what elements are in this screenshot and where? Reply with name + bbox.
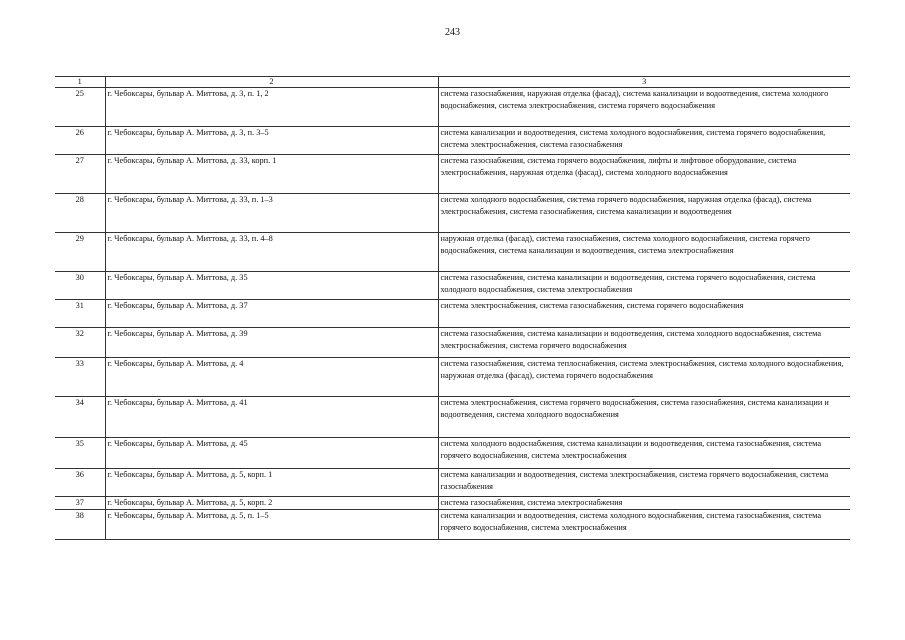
row-number: 31 bbox=[55, 300, 105, 328]
row-address: г. Чебоксары, бульвар А. Миттова, д. 33, п. 1–3 bbox=[105, 194, 438, 233]
row-number: 33 bbox=[55, 358, 105, 397]
row-systems: наружная отделка (фасад), система газоснабжения, система холодного водоснабжения, система горячего водоснабжения, система канализации и водоотведения, система электроснабжения bbox=[438, 233, 850, 272]
table-header-row bbox=[55, 77, 850, 88]
row-number: 27 bbox=[55, 155, 105, 194]
row-systems: система электроснабжения, система горячего водоснабжения, система газоснабжения, система канализации и водоотведения, система холодного водоснабжения bbox=[438, 397, 850, 438]
table-row bbox=[55, 358, 850, 397]
table-row bbox=[55, 397, 850, 438]
row-address: г. Чебоксары, бульвар А. Миттова, д. 33, п. 4–8 bbox=[105, 233, 438, 272]
row-systems: система газоснабжения, система канализации и водоотведения, система горячего водоснабжения, система холодного водоснабжения, система электроснабжения bbox=[438, 272, 850, 300]
row-number: 32 bbox=[55, 328, 105, 358]
row-number: 36 bbox=[55, 469, 105, 497]
row-number: 34 bbox=[55, 397, 105, 438]
row-address: г. Чебоксары, бульвар А. Миттова, д. 41 bbox=[105, 397, 438, 438]
table-row bbox=[55, 469, 850, 497]
row-address: г. Чебоксары, бульвар А. Миттова, д. 33, корп. 1 bbox=[105, 155, 438, 194]
table-row bbox=[55, 88, 850, 127]
row-systems: система холодного водоснабжения, система горячего водоснабжения, наружная отделка (фасад), система электроснабжения, система газоснабжения, система канализации и водоотведения bbox=[438, 194, 850, 233]
table-row bbox=[55, 510, 850, 540]
row-number: 26 bbox=[55, 127, 105, 155]
row-number: 37 bbox=[55, 497, 105, 510]
table-row bbox=[55, 328, 850, 358]
row-address: г. Чебоксары, бульвар А. Миттова, д. 4 bbox=[105, 358, 438, 397]
table-row bbox=[55, 497, 850, 510]
row-number: 35 bbox=[55, 438, 105, 469]
column-header-systems: 3 bbox=[438, 77, 850, 88]
row-systems: система газоснабжения, система электроснабжения bbox=[438, 497, 850, 510]
row-address: г. Чебоксары, бульвар А. Миттова, д. 5, корп. 2 bbox=[105, 497, 438, 510]
column-header-address: 2 bbox=[105, 77, 438, 88]
table-row bbox=[55, 127, 850, 155]
row-systems: система холодного водоснабжения, система канализации и водоотведения, система газоснабжения, система горячего водоснабжения, система электроснабжения bbox=[438, 438, 850, 469]
row-address: г. Чебоксары, бульвар А. Миттова, д. 3, п. 3–5 bbox=[105, 127, 438, 155]
row-systems: система газоснабжения, система теплоснабжения, система электроснабжения, система холодного водоснабжения, наружная отделка (фасад), система горячего водоснабжения bbox=[438, 358, 850, 397]
row-number: 28 bbox=[55, 194, 105, 233]
row-systems: система газоснабжения, система горячего водоснабжения, лифты и лифтовое оборудование, система электроснабжения, наружная отделка (фасад), система холодного водоснабжения bbox=[438, 155, 850, 194]
page-number: 243 bbox=[445, 27, 460, 38]
row-address: г. Чебоксары, бульвар А. Миттова, д. 3, п. 1, 2 bbox=[105, 88, 438, 127]
row-systems: система канализации и водоотведения, система холодного водоснабжения, система горячего водоснабжения, система электроснабжения, система газоснабжения bbox=[438, 127, 850, 155]
row-address: г. Чебоксары, бульвар А. Миттова, д. 37 bbox=[105, 300, 438, 328]
row-number: 29 bbox=[55, 233, 105, 272]
table-row bbox=[55, 300, 850, 328]
row-address: г. Чебоксары, бульвар А. Миттова, д. 35 bbox=[105, 272, 438, 300]
row-address: г. Чебоксары, бульвар А. Миттова, д. 45 bbox=[105, 438, 438, 469]
row-number: 38 bbox=[55, 510, 105, 540]
row-number: 30 bbox=[55, 272, 105, 300]
table-row bbox=[55, 155, 850, 194]
table-row bbox=[55, 438, 850, 469]
column-header-number: 1 bbox=[55, 77, 105, 88]
row-address: г. Чебоксары, бульвар А. Миттова, д. 5, п. 1–5 bbox=[105, 510, 438, 540]
row-systems: система газоснабжения, наружная отделка (фасад), система канализации и водоотведения, система холодного водоснабжения, система электроснабжения, система горячего водоснабжения bbox=[438, 88, 850, 127]
buildings-table bbox=[55, 76, 850, 540]
row-number: 25 bbox=[55, 88, 105, 127]
table-row bbox=[55, 194, 850, 233]
row-systems: система канализации и водоотведения, система холодного водоснабжения, система газоснабжения, система горячего водоснабжения, система электроснабжения bbox=[438, 510, 850, 540]
row-systems: система газоснабжения, система канализации и водоотведения, система холодного водоснабжения, система электроснабжения, система горячего водоснабжения bbox=[438, 328, 850, 358]
table-row bbox=[55, 272, 850, 300]
row-systems: система электроснабжения, система газоснабжения, система горячего водоснабжения bbox=[438, 300, 850, 328]
row-address: г. Чебоксары, бульвар А. Миттова, д. 5, корп. 1 bbox=[105, 469, 438, 497]
table-row bbox=[55, 233, 850, 272]
row-address: г. Чебоксары, бульвар А. Миттова, д. 39 bbox=[105, 328, 438, 358]
row-systems: система канализации и водоотведения, система электроснабжения, система горячего водоснабжения, система газоснабжения bbox=[438, 469, 850, 497]
